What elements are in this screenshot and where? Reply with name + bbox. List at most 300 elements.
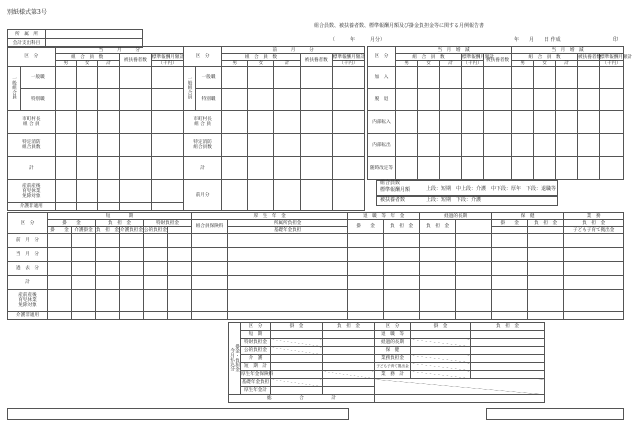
row-label: 計 [8, 276, 48, 290]
cell[interactable] [228, 234, 348, 248]
total-header-4: 計 [556, 61, 578, 67]
form-number: 別紙様式第3号 [7, 9, 47, 16]
row-label: 過 去 分 [8, 262, 48, 276]
row-label-l: 厚生年金保険料 [241, 372, 274, 377]
cell[interactable] [323, 387, 375, 395]
cell[interactable] [411, 347, 471, 355]
cell[interactable] [534, 89, 556, 111]
premium-header-5: 掛 金 [271, 323, 323, 331]
burden-sub: 負 担 金 [96, 227, 119, 233]
cell[interactable] [512, 157, 534, 180]
grand-total-label: 総 合 計 [229, 395, 375, 403]
cell[interactable] [484, 89, 512, 111]
cell[interactable] [271, 363, 323, 371]
cell[interactable] [77, 134, 98, 157]
cell[interactable] [98, 157, 119, 180]
cell[interactable] [418, 157, 440, 180]
cell[interactable] [323, 363, 375, 371]
row-label-l: 特財負担金 [241, 339, 271, 347]
cell[interactable] [600, 89, 624, 111]
cell[interactable] [120, 262, 144, 276]
cell[interactable] [248, 134, 274, 157]
cell[interactable] [98, 67, 119, 89]
cell[interactable] [192, 312, 228, 320]
row-label-r: 業務負担金 [375, 355, 411, 363]
cell[interactable] [144, 234, 168, 248]
care-burden-sub: 介護負担金 [120, 227, 143, 233]
cell[interactable] [534, 67, 556, 89]
dependents-header-2: 被扶養者数 [300, 54, 332, 67]
welfare-premium-header: 掛 金 [492, 220, 528, 227]
cell[interactable] [484, 111, 512, 134]
cell[interactable] [384, 276, 420, 290]
cell [411, 339, 471, 347]
cell[interactable] [222, 134, 248, 157]
cell[interactable] [271, 355, 323, 363]
members-header: 組 合 員 数 [55, 54, 119, 61]
sum-label-2: 計 [184, 157, 222, 180]
cell[interactable] [348, 234, 384, 248]
cell[interactable] [222, 180, 248, 211]
cell[interactable] [396, 89, 418, 111]
total-header-3: 計 [440, 61, 462, 67]
affiliation-value[interactable] [46, 30, 143, 39]
cell[interactable] [534, 134, 556, 157]
cell[interactable] [77, 111, 98, 134]
cell[interactable] [556, 111, 578, 134]
cell[interactable] [222, 111, 248, 134]
cell[interactable] [144, 312, 168, 320]
increase-table [367, 46, 632, 180]
cell[interactable] [420, 248, 456, 262]
cell[interactable] [348, 262, 384, 276]
cell[interactable] [55, 180, 76, 203]
cell[interactable] [332, 89, 364, 111]
cell[interactable] [471, 331, 545, 339]
cell[interactable] [300, 134, 332, 157]
cell[interactable] [120, 276, 144, 290]
cell[interactable] [48, 262, 72, 276]
cell[interactable] [274, 111, 300, 134]
cell[interactable] [248, 67, 274, 89]
cell[interactable] [248, 157, 274, 180]
unit-label: （千円） [151, 61, 183, 67]
cell[interactable] [72, 262, 96, 276]
prev-month-header: 前 月 分 [222, 47, 365, 54]
cell[interactable] [168, 234, 192, 248]
cell[interactable] [564, 312, 624, 320]
special-staff-label-2: 特別職 [195, 89, 221, 111]
cell[interactable] [96, 290, 120, 312]
cell[interactable] [168, 262, 192, 276]
cell[interactable] [534, 157, 556, 180]
cell[interactable] [420, 312, 456, 320]
cell[interactable] [248, 180, 274, 211]
cell[interactable] [348, 276, 384, 290]
row-label-l: 介 護 [241, 355, 271, 363]
cell[interactable] [96, 248, 120, 262]
cell[interactable] [300, 180, 332, 211]
cell[interactable] [512, 67, 534, 89]
cell[interactable] [484, 157, 512, 180]
cell[interactable] [332, 180, 364, 211]
cell[interactable] [578, 67, 600, 89]
cell[interactable] [456, 234, 492, 248]
cell [411, 363, 471, 371]
cell [323, 371, 375, 379]
cell[interactable] [323, 331, 375, 339]
cell[interactable] [384, 290, 420, 312]
care-premium-sub: 介護掛金 [72, 227, 96, 234]
cell[interactable] [396, 111, 418, 134]
dependents-header-3: 被扶養者数 [484, 54, 512, 67]
cell[interactable] [151, 157, 183, 180]
cell[interactable] [332, 134, 364, 157]
welfare-blank-2 [528, 227, 564, 234]
cell[interactable] [418, 111, 440, 134]
cell[interactable] [384, 234, 420, 248]
row-label-r: 退 職 等 [375, 331, 411, 339]
cell[interactable] [418, 89, 440, 111]
cell[interactable] [512, 89, 534, 111]
cell[interactable] [396, 134, 418, 157]
cell[interactable] [271, 331, 323, 339]
category-header-5: 区 分 [241, 323, 271, 331]
cell[interactable] [96, 262, 120, 276]
cell[interactable] [144, 290, 168, 312]
basic-burden-sub: 基礎年金負担 [228, 227, 348, 234]
account-label: 会計支出科目 [8, 39, 46, 48]
care-leave-label-2: 介護非適用 [8, 312, 48, 320]
cell[interactable] [462, 67, 484, 89]
cell[interactable] [492, 276, 528, 290]
cell[interactable] [48, 290, 72, 312]
cell[interactable] [411, 331, 471, 339]
cell[interactable] [168, 276, 192, 290]
cell[interactable] [456, 290, 492, 312]
cell[interactable] [564, 234, 624, 248]
cell[interactable] [222, 157, 248, 180]
cell[interactable] [323, 339, 375, 347]
cell[interactable] [456, 276, 492, 290]
category-header: 区 分 [8, 47, 56, 67]
cell[interactable] [420, 290, 456, 312]
cell[interactable] [534, 111, 556, 134]
cell[interactable] [492, 248, 528, 262]
cell[interactable] [462, 134, 484, 157]
cell[interactable] [600, 67, 624, 89]
retire-premium-header: 掛 金 [348, 220, 384, 234]
seal-mark: 印 [613, 37, 619, 43]
cell[interactable] [228, 262, 348, 276]
cell[interactable] [228, 312, 348, 320]
general-staff-label: 一般職 [21, 67, 56, 89]
cell[interactable] [228, 248, 348, 262]
cell[interactable] [144, 262, 168, 276]
cell[interactable] [96, 276, 120, 290]
cell [271, 339, 323, 347]
cell[interactable] [151, 67, 183, 89]
retire-header: 退 職 等 年 金 [348, 213, 420, 220]
member-count-table [7, 46, 365, 211]
cell[interactable] [119, 67, 151, 89]
cell[interactable] [418, 67, 440, 89]
cell[interactable] [440, 67, 462, 89]
cell[interactable] [556, 134, 578, 157]
cell[interactable] [564, 262, 624, 276]
female-header: 女 [77, 61, 98, 67]
cell[interactable] [98, 180, 119, 203]
cell[interactable] [48, 234, 72, 248]
row-label-l: 短 期 [241, 331, 271, 339]
cell[interactable] [274, 180, 300, 211]
cell[interactable] [55, 203, 76, 211]
cell[interactable] [274, 89, 300, 111]
cell[interactable] [300, 67, 332, 89]
cell[interactable] [55, 111, 76, 134]
cell [271, 347, 323, 355]
cell[interactable] [228, 290, 348, 312]
cell[interactable] [456, 312, 492, 320]
cell[interactable] [418, 134, 440, 157]
cell[interactable] [492, 262, 528, 276]
cell[interactable] [274, 134, 300, 157]
cell[interactable] [300, 157, 332, 180]
cell[interactable] [119, 180, 151, 203]
cell[interactable] [420, 262, 456, 276]
cell[interactable] [492, 290, 528, 312]
cell[interactable] [332, 67, 364, 89]
cell[interactable] [151, 203, 183, 211]
cell[interactable] [456, 262, 492, 276]
cell[interactable] [119, 89, 151, 111]
cell[interactable] [72, 276, 96, 290]
cell[interactable] [420, 234, 456, 248]
cell[interactable] [484, 134, 512, 157]
special-staff-label: 特別職 [21, 89, 56, 111]
cell[interactable] [492, 312, 528, 320]
cell[interactable] [600, 111, 624, 134]
members-header-3: 組 合 員 数 [396, 54, 462, 61]
cell[interactable] [556, 89, 578, 111]
cell[interactable] [151, 180, 183, 203]
male-header: 男 [55, 61, 76, 67]
cell[interactable] [528, 262, 564, 276]
cell[interactable] [55, 157, 76, 180]
cell[interactable] [271, 387, 323, 395]
cell[interactable] [462, 157, 484, 180]
cell[interactable] [484, 67, 512, 89]
cell[interactable] [77, 157, 98, 180]
cell[interactable] [120, 248, 144, 262]
members-header-2: 組 合 員 数 [222, 54, 301, 61]
cell[interactable] [384, 248, 420, 262]
cell[interactable] [222, 89, 248, 111]
cell[interactable] [323, 347, 375, 355]
cell[interactable] [471, 363, 545, 371]
cell[interactable] [440, 89, 462, 111]
current-month-header: 当 月 分 [55, 47, 183, 54]
cell[interactable] [528, 248, 564, 262]
business-header: 業 務 [564, 213, 624, 220]
cell[interactable] [48, 276, 72, 290]
cell[interactable] [396, 157, 418, 180]
cell[interactable] [528, 276, 564, 290]
fire-label: 特定消防 組合員数 [8, 134, 56, 157]
cell[interactable] [456, 248, 492, 262]
cell[interactable] [192, 234, 228, 248]
affiliation-label: 所 属 所 [8, 30, 46, 39]
cell[interactable] [600, 157, 624, 180]
cell[interactable] [248, 89, 274, 111]
cell[interactable] [98, 111, 119, 134]
cell[interactable] [528, 290, 564, 312]
cell[interactable] [556, 67, 578, 89]
cell[interactable] [72, 234, 96, 248]
short-premium-header: 掛 金 [48, 220, 96, 227]
cell[interactable] [462, 111, 484, 134]
cell[interactable] [98, 134, 119, 157]
cell[interactable] [440, 111, 462, 134]
cell[interactable] [332, 157, 364, 180]
cell[interactable] [384, 312, 420, 320]
cell[interactable] [274, 157, 300, 180]
welfare-burden-header: 負 担 金 [528, 220, 564, 227]
male-header-3: 男 [396, 61, 418, 67]
cell[interactable] [578, 89, 600, 111]
general-members-label-2: 一般組合員 [184, 67, 196, 111]
out-move-label: 内部転出 [368, 134, 396, 157]
members-header-4: 組 合 員 数 [512, 54, 578, 61]
row-label: 当 月 分 [8, 248, 48, 262]
row-label-l: 公的負担金 [241, 347, 271, 355]
cell[interactable] [564, 290, 624, 312]
cell[interactable] [578, 111, 600, 134]
cell[interactable] [98, 89, 119, 111]
cell[interactable] [271, 371, 323, 379]
short-burden-header: 負 担 金 [96, 220, 144, 227]
cell[interactable] [96, 234, 120, 248]
short-term-header: 短 期 [48, 213, 192, 220]
cell[interactable] [528, 234, 564, 248]
cell[interactable] [348, 312, 384, 320]
cell[interactable] [471, 339, 545, 347]
mayor-label: 市町村長 組 合 員 [8, 111, 56, 134]
cell[interactable] [119, 203, 151, 211]
cell[interactable] [323, 355, 375, 363]
dependents-header: 被扶養者数 [119, 54, 151, 67]
cell[interactable] [512, 111, 534, 134]
cell[interactable] [300, 111, 332, 134]
row-label-r: 業 務 計 [375, 371, 411, 379]
unit-label-2: （千円） [332, 61, 364, 67]
cell[interactable] [192, 248, 228, 262]
sum-label: 計 [8, 157, 56, 180]
cell[interactable] [192, 290, 228, 312]
cell[interactable] [98, 203, 119, 211]
cell[interactable] [168, 312, 192, 320]
cell[interactable] [564, 248, 624, 262]
cell[interactable] [462, 89, 484, 111]
cell[interactable] [77, 89, 98, 111]
cell[interactable] [300, 89, 332, 111]
legend-members: 組合員数 [380, 180, 401, 186]
cell[interactable] [48, 248, 72, 262]
cell[interactable] [396, 67, 418, 89]
cell[interactable] [48, 312, 72, 320]
remarks-box-left[interactable] [7, 408, 349, 420]
cell[interactable] [120, 290, 144, 312]
cell[interactable] [600, 134, 624, 157]
cell[interactable] [119, 157, 151, 180]
cell[interactable] [274, 67, 300, 89]
cell[interactable] [556, 157, 578, 180]
cell[interactable] [228, 276, 348, 290]
cell[interactable] [77, 67, 98, 89]
cell[interactable] [72, 248, 96, 262]
cell[interactable] [151, 89, 183, 111]
cell[interactable] [55, 67, 76, 89]
cell[interactable] [348, 290, 384, 312]
cell[interactable] [528, 312, 564, 320]
cell[interactable] [564, 276, 624, 290]
cell[interactable] [192, 262, 228, 276]
revise-label: 随時改定等 [368, 157, 396, 180]
cell[interactable] [440, 157, 462, 180]
cell[interactable] [471, 355, 545, 363]
created-date: 年 月 日 作成 [514, 37, 561, 43]
cell[interactable] [151, 111, 183, 134]
premium-sub: 掛 金 [48, 227, 72, 234]
cell[interactable] [248, 111, 274, 134]
cell[interactable] [323, 379, 375, 387]
cell[interactable] [55, 89, 76, 111]
cell[interactable] [578, 157, 600, 180]
cell[interactable] [72, 312, 96, 320]
remarks-box-right[interactable] [486, 408, 624, 420]
cell[interactable] [119, 111, 151, 134]
cell[interactable] [168, 290, 192, 312]
cell[interactable] [332, 111, 364, 134]
cell[interactable] [120, 312, 144, 320]
cell[interactable] [578, 134, 600, 157]
cell[interactable] [222, 67, 248, 89]
cell[interactable] [192, 276, 228, 290]
cell[interactable] [119, 134, 151, 157]
cell[interactable] [151, 134, 183, 157]
cell[interactable] [144, 248, 168, 262]
cell[interactable] [96, 312, 120, 320]
row-label-l: 厚生年金計 [241, 387, 271, 395]
cell[interactable] [492, 234, 528, 248]
grand-total-value[interactable] [375, 395, 545, 403]
cell[interactable] [77, 180, 98, 203]
cell[interactable] [144, 276, 168, 290]
cell[interactable] [348, 248, 384, 262]
cell[interactable] [512, 134, 534, 157]
cell[interactable] [384, 262, 420, 276]
cell[interactable] [420, 276, 456, 290]
cell[interactable] [168, 248, 192, 262]
cell[interactable] [440, 134, 462, 157]
cell[interactable] [471, 371, 545, 379]
cell[interactable] [77, 203, 98, 211]
cell[interactable] [120, 234, 144, 248]
cell[interactable] [55, 134, 76, 157]
cell[interactable] [471, 347, 545, 355]
cell[interactable] [72, 290, 96, 312]
report-title: 組合員数、被扶養者数、標準報酬月額及び掛金負担金等に関する月例報告書 [314, 23, 485, 29]
